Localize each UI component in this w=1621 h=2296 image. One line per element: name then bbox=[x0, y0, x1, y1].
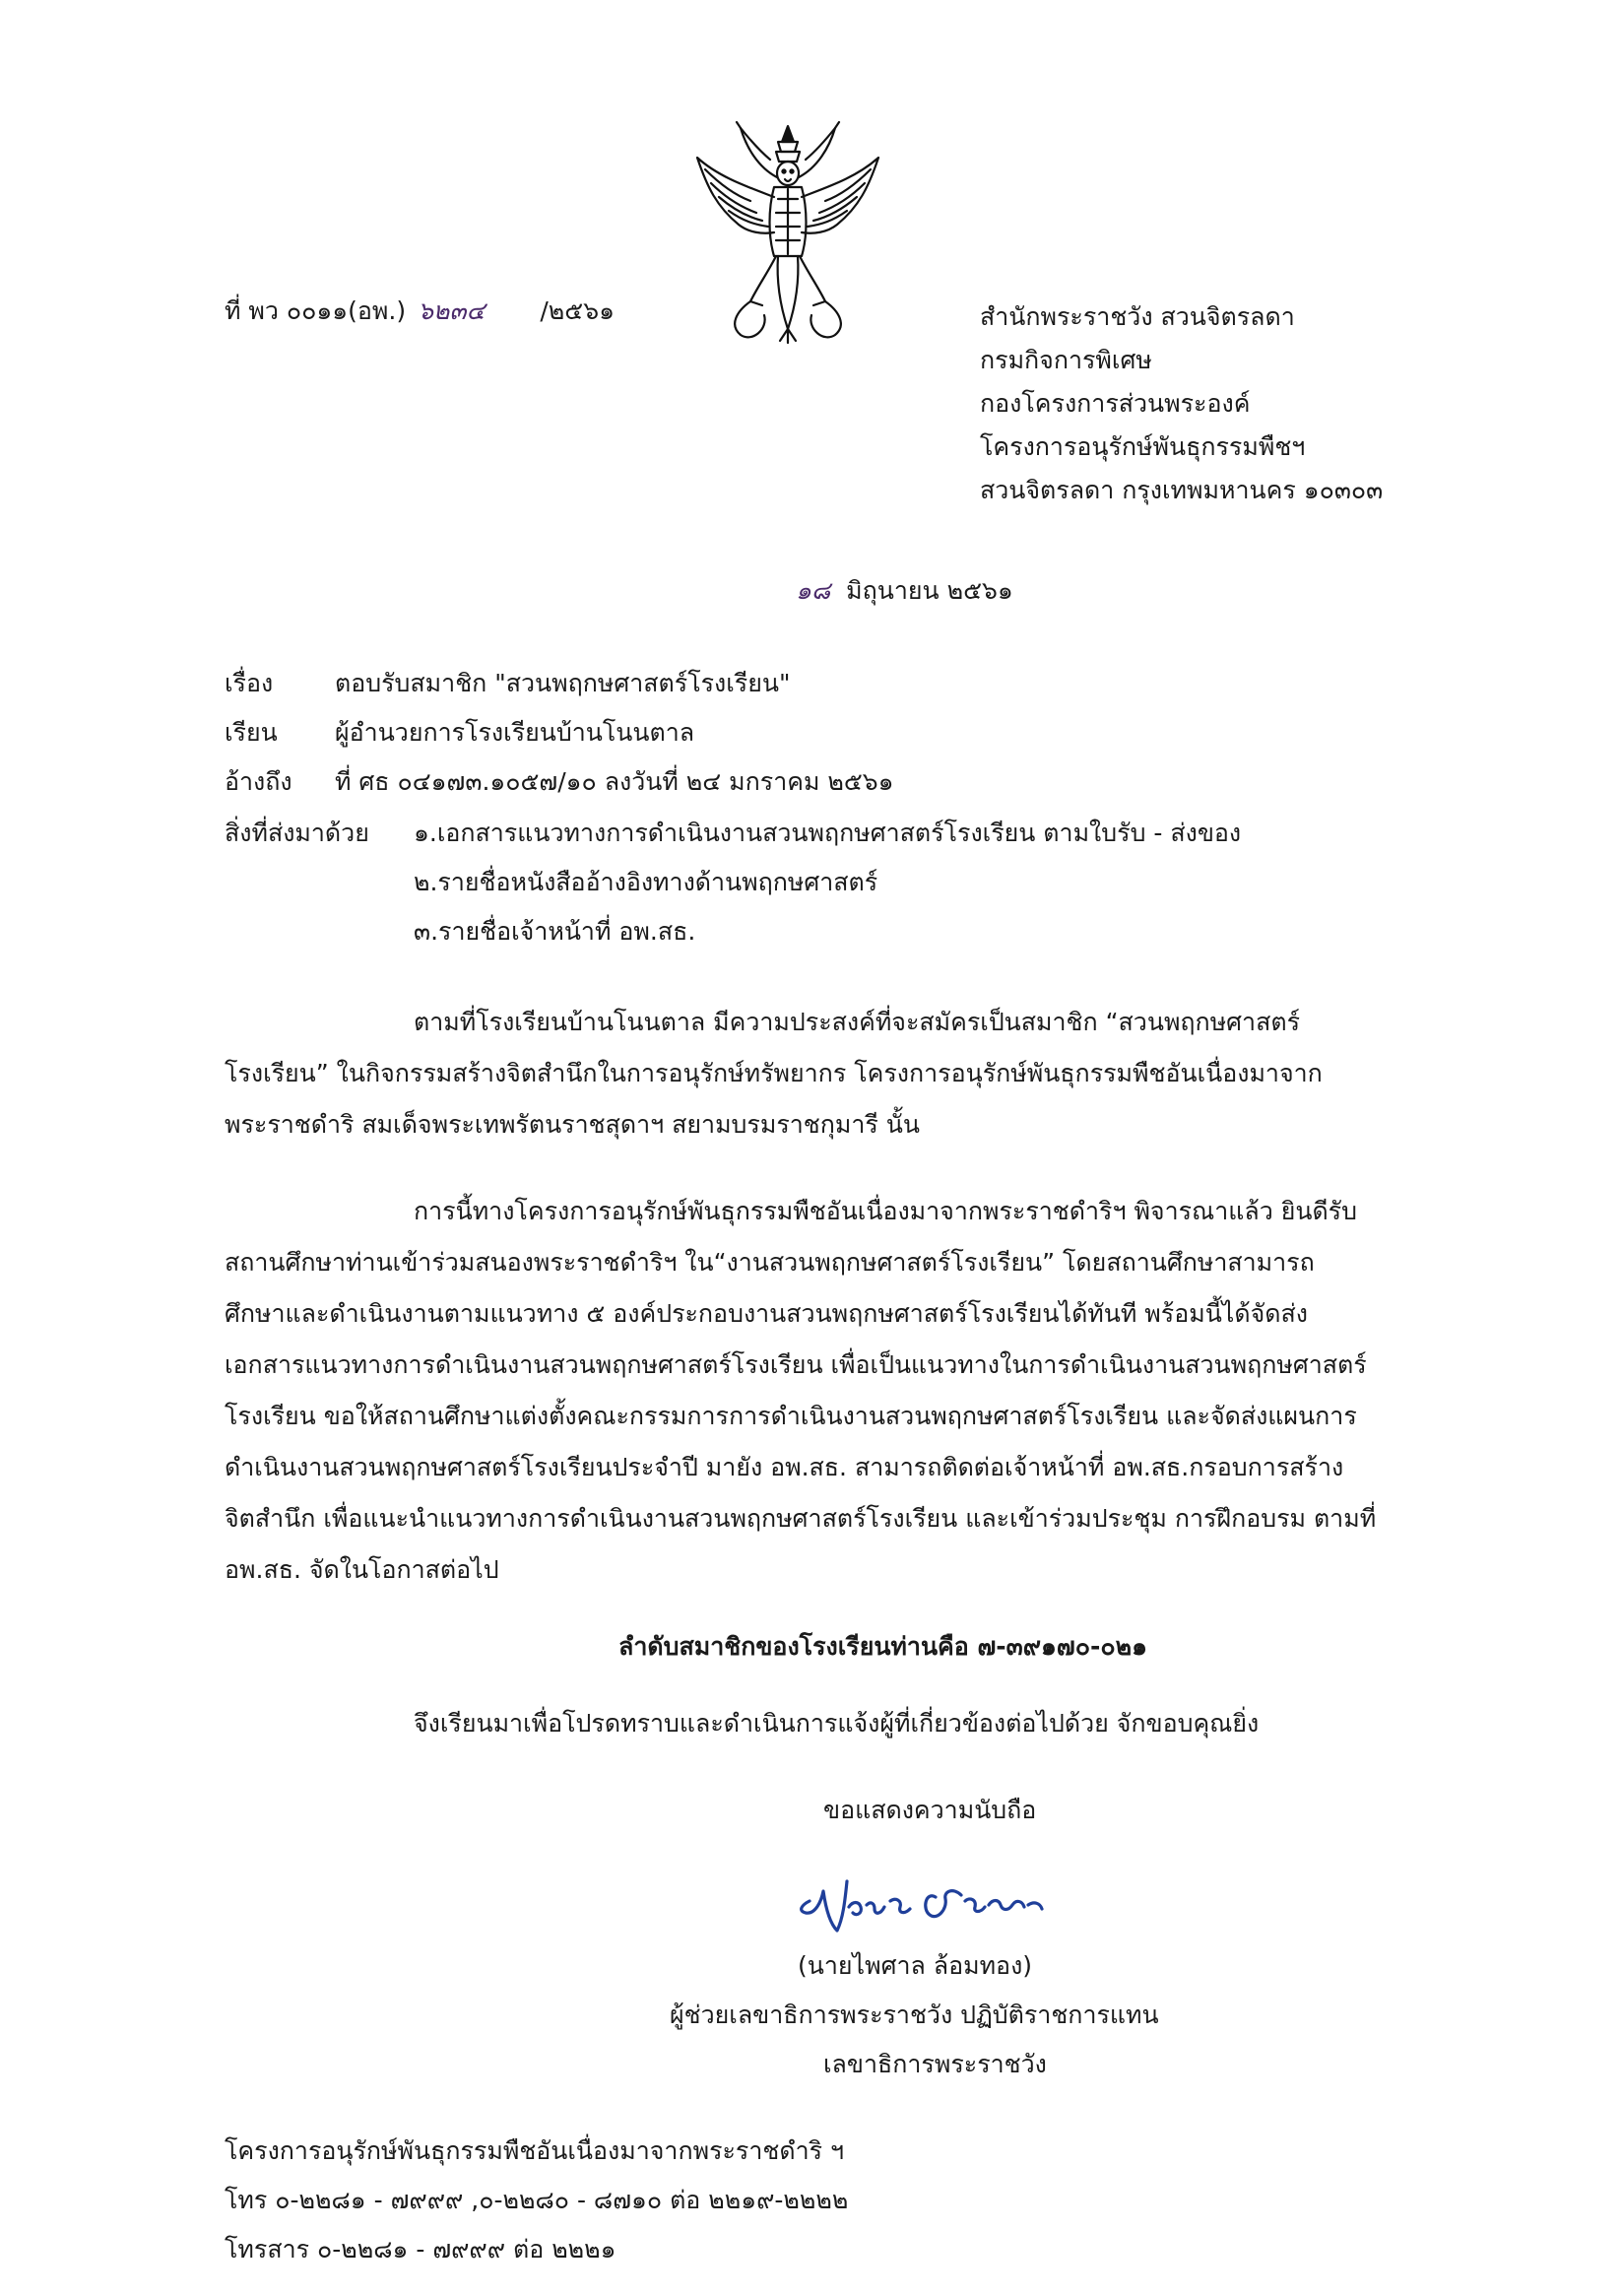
document-number-line bbox=[225, 295, 615, 327]
paragraph-1-line: ตามที่โรงเรียนบ้านโนนตาล มีความประสงค์ที่จะสมัครเป็นสมาชิก “สวนพฤกษศาสตร์ bbox=[414, 1008, 1300, 1036]
paragraph-2-line: ดำเนินงานสวนพฤกษศาสตร์โรงเรียนประจำปี มายัง อพ.สธ. สามารถติดต่อเจ้าหน้าที่ อพ.สธ.กรอบการสร้าง bbox=[225, 1453, 1344, 1481]
signatory-title: ผู้ช่วยเลขาธิการพระราชวัง ปฏิบัติราชการแทน bbox=[670, 2001, 1159, 2029]
paragraph-2-line: สถานศึกษาท่านเข้าร่วมสนองพระราชดำริฯ ใน“งานสวนพฤกษศาสตร์โรงเรียน” โดยสถานศึกษาสามารถ bbox=[225, 1248, 1315, 1277]
sender-address-line: กรมกิจการพิเศษ bbox=[980, 346, 1152, 374]
document-number-prefix: ที่ พว ๐๐๑๑(อพ.) bbox=[225, 296, 407, 325]
sender-address bbox=[980, 295, 1383, 512]
member-number: ลำดับสมาชิกของโรงเรียนท่านคือ ๗-๓๙๑๗๐-๐๒๑ bbox=[618, 1632, 1147, 1661]
document-number-handwritten: ๖๒๓๔ bbox=[418, 296, 486, 325]
footer-fax: โทรสาร ๐-๒๒๘๑ - ๗๙๙๙ ต่อ ๒๒๒๑ bbox=[225, 2235, 616, 2263]
to-label: เรียน bbox=[225, 718, 278, 747]
paragraph-2-line: การนี้ทางโครงการอนุรักษ์พันธุกรรมพืชอันเนื่องมาจากพระราชดำริฯ พิจารณาแล้ว ยินดีรับ bbox=[414, 1197, 1357, 1225]
paragraph-1-line: โรงเรียน” ในกิจกรรมสร้างจิตสำนึกในการอนุรักษ์ทรัพยากร โครงการอนุรักษ์พันธุกรรมพืชอันเนื่องมาจาก bbox=[225, 1059, 1323, 1087]
garuda-emblem-icon bbox=[689, 118, 886, 345]
to-value: ผู้อำนวยการโรงเรียนบ้านโนนตาล bbox=[335, 718, 695, 747]
subject-value: ตอบรับสมาชิก "สวนพฤกษศาสตร์โรงเรียน" bbox=[335, 669, 791, 697]
sender-address-line: กองโครงการส่วนพระองค์ bbox=[980, 389, 1251, 418]
date-day: ๑๘ bbox=[796, 576, 831, 605]
date-month-year: มิถุนายน ๒๕๖๑ bbox=[846, 576, 1013, 605]
reference-label: อ้างถึง bbox=[225, 767, 292, 796]
sender-address-line: โครงการอนุรักษ์พันธุกรรมพืชฯ bbox=[980, 432, 1306, 461]
enclosure-item: ๓.รายชื่อเจ้าหน้าที่ อพ.สธ. bbox=[414, 917, 696, 946]
document-number-year: /๒๕๖๑ bbox=[540, 296, 615, 325]
sender-address-line: สำนักพระราชวัง สวนจิตรลดา bbox=[980, 302, 1295, 331]
paragraph-2-line: เอกสารแนวทางการดำเนินงานสวนพฤกษศาสตร์โรงเรียน เพื่อเป็นแนวทางในการดำเนินงานสวนพฤกษศาสตร์ bbox=[225, 1350, 1367, 1379]
paragraph-1-line: พระราชดำริ สมเด็จพระเทพรัตนราชสุดาฯ สยามบรมราชกุมารี นั้น bbox=[225, 1110, 920, 1139]
reference-value: ที่ ศธ ๐๔๑๗๓.๑๐๕๗/๑๐ ลงวันที่ ๒๔ มกราคม ๒๕๖๑ bbox=[335, 767, 894, 796]
sender-address-line: สวนจิตรลดา กรุงเทพมหานคร ๑๐๓๐๓ bbox=[980, 476, 1384, 504]
enclosure-item: ๑.เอกสารแนวทางการดำเนินงานสวนพฤกษศาสตร์โรงเรียน ตามใบรับ - ส่งของ bbox=[414, 819, 1242, 847]
signature-icon bbox=[788, 1862, 1123, 1940]
footer-phone: โทร ๐-๒๒๘๑ - ๗๙๙๙ ,๐-๒๒๘๐ - ๘๗๑๐ ต่อ ๒๒๑๙-๒๒๒๒ bbox=[225, 2186, 849, 2214]
paragraph-2-line: จิตสำนึก เพื่อแนะนำแนวทางการดำเนินงานสวนพฤกษศาสตร์โรงเรียน และเข้าร่วมประชุม การฝึกอบรม ตามที่ bbox=[225, 1504, 1377, 1533]
signoff: ขอแสดงความนับถือ bbox=[823, 1796, 1037, 1824]
paragraph-2-line: ศึกษาและดำเนินงานตามแนวทาง ๕ องค์ประกอบงานสวนพฤกษศาสตร์โรงเรียนได้ทันที พร้อมนี้ได้จัดส่ง bbox=[225, 1299, 1308, 1328]
subject-label: เรื่อง bbox=[225, 669, 274, 697]
enclosure-label: สิ่งที่ส่งมาด้วย bbox=[225, 819, 369, 847]
enclosure-item: ๒.รายชื่อหนังสืออ้างอิงทางด้านพฤกษศาสตร์ bbox=[414, 868, 878, 896]
signatory-title: เลขาธิการพระราชวัง bbox=[823, 2050, 1047, 2078]
paragraph-2-line: อพ.สธ. จัดในโอกาสต่อไป bbox=[225, 1555, 499, 1584]
letter-date bbox=[796, 575, 1013, 607]
signatory-name: (นายไพศาล ล้อมทอง) bbox=[798, 1951, 1033, 1980]
footer-org: โครงการอนุรักษ์พันธุกรรมพืชอันเนื่องมาจากพระราชดำริ ฯ bbox=[225, 2136, 845, 2165]
closing-request: จึงเรียนมาเพื่อโปรดทราบและดำเนินการแจ้งผู้ที่เกี่ยวข้องต่อไปด้วย จักขอบคุณยิ่ง bbox=[414, 1709, 1260, 1738]
paragraph-2-line: โรงเรียน ขอให้สถานศึกษาแต่งตั้งคณะกรรมการการดำเนินงานสวนพฤกษศาสตร์โรงเรียน และจัดส่งแผนการ bbox=[225, 1402, 1357, 1430]
